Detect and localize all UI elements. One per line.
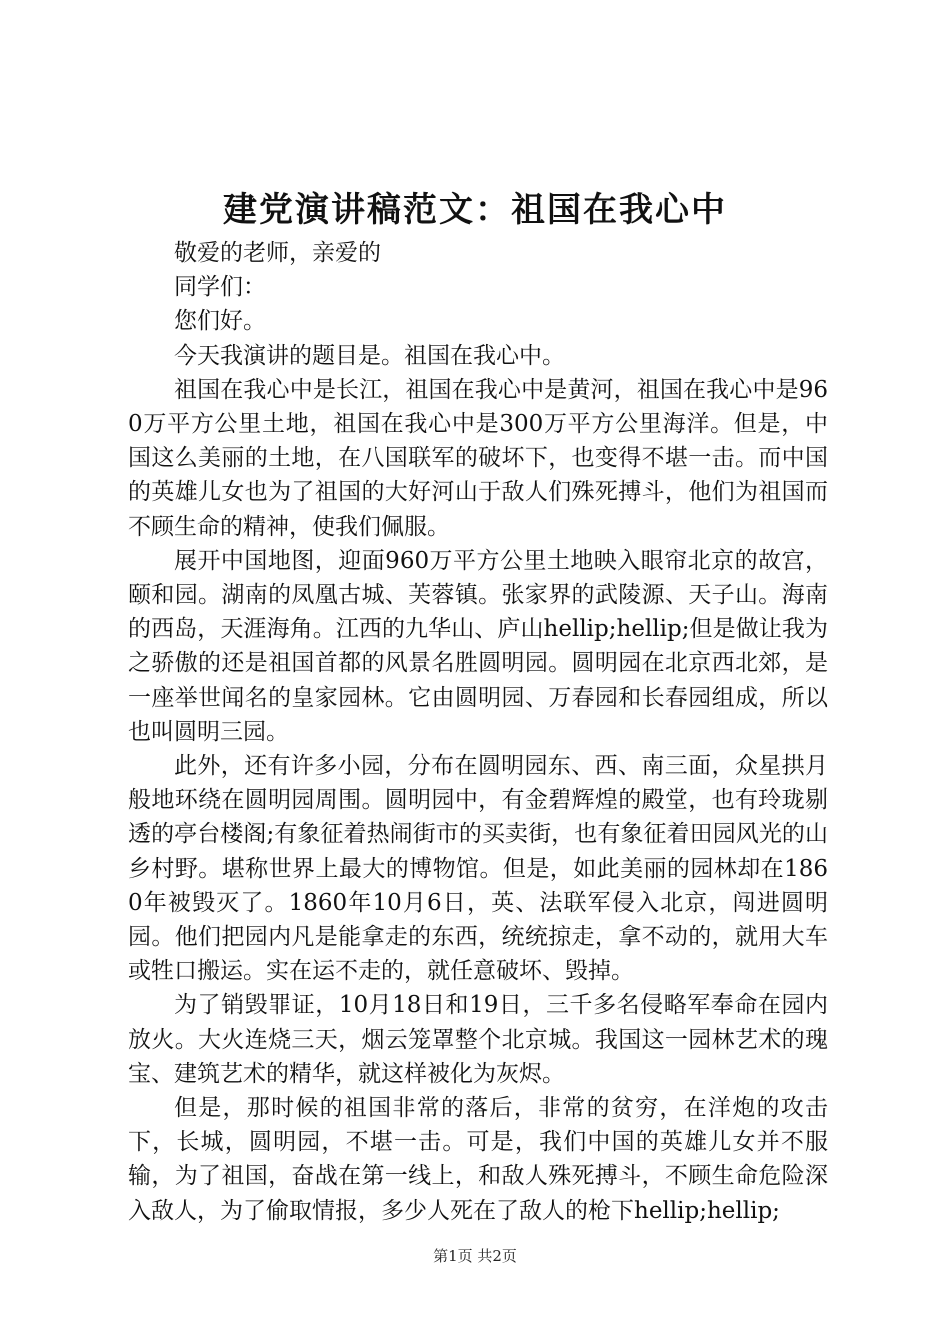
- document-title: 建党演讲稿范文：祖国在我心中: [223, 190, 727, 230]
- paragraph-body-3: 此外，还有许多小园，分布在圆明园东、西、南三面，众星拱月般地环绕在圆明园周围。圆明园中，有金碧辉煌的殿堂，也有玲珑剔透的亭台楼阁;有象征着热闹街市的买卖街，也有象征着田园风光的山乡村野。堪称世界上最大的博物馆。但是，如此美丽的园林却在1860年被毁灭了。1860年10月6日，英、法联军侵入北京，闯进圆明园。他们把园内凡是能拿走的东西，统统掠走，拿不动的，就用大车或牲口搬运。实在运不走的，就任意破坏、毁掉。: [128, 753, 828, 985]
- document-body: [128, 236, 828, 1228]
- page-number-footer: 第1页 共2页: [433, 1247, 517, 1265]
- paragraph-topic: 今天我演讲的题目是。祖国在我心中。: [174, 342, 565, 369]
- paragraph-greeting: 敬爱的老师，亲爱的: [174, 240, 381, 266]
- paragraph-body-2: 展开中国地图，迎面960万平方公里土地映入眼帘北京的故宫，颐和园。湖南的凤凰古城、芙蓉镇。张家界的武陵源、天子山。海南的西岛，天涯海角。江西的九华山、庐山hellip;hellip;但是做让我为之骄傲的还是祖国首都的风景名胜圆明园。圆明园在北京西北郊，是一座举世闻名的皇家园林。它由圆明园、万春园和长春园组成，所以也叫圆明三园。: [128, 547, 828, 745]
- paragraph-body-4: 为了销毁罪证，10月18日和19日，三千多名侵略军奉命在园内放火。大火连烧三天，烟云笼罩整个北京城。我国这一园林艺术的瑰宝、建筑艺术的精华，就这样被化为灰烬。: [128, 992, 828, 1087]
- paragraph-body-5: 但是，那时候的祖国非常的落后，非常的贫穷，在洋炮的攻击下，长城，圆明园，不堪一击。可是，我们中国的英雄儿女并不服输，为了祖国，奋战在第一线上，和敌人殊死搏斗，不顾生命危险深入敌人，为了偷取情报，多少人死在了敌人的枪下hellip;hellip;: [128, 1095, 828, 1224]
- paragraph-greeting-cont: 同学们：: [174, 274, 266, 301]
- paragraph-hello: 您们好。: [174, 308, 266, 335]
- paragraph-body-1: 祖国在我心中是长江，祖国在我心中是黄河，祖国在我心中是960万平方公里土地，祖国在我心中是300万平方公里海洋。但是，中国这么美丽的土地，在八国联军的破坏下，也变得不堪一击。而中国的英雄儿女也为了祖国的大好河山于敌人们殊死搏斗，他们为祖国而不顾生命的精神，使我们佩服。: [128, 376, 828, 540]
